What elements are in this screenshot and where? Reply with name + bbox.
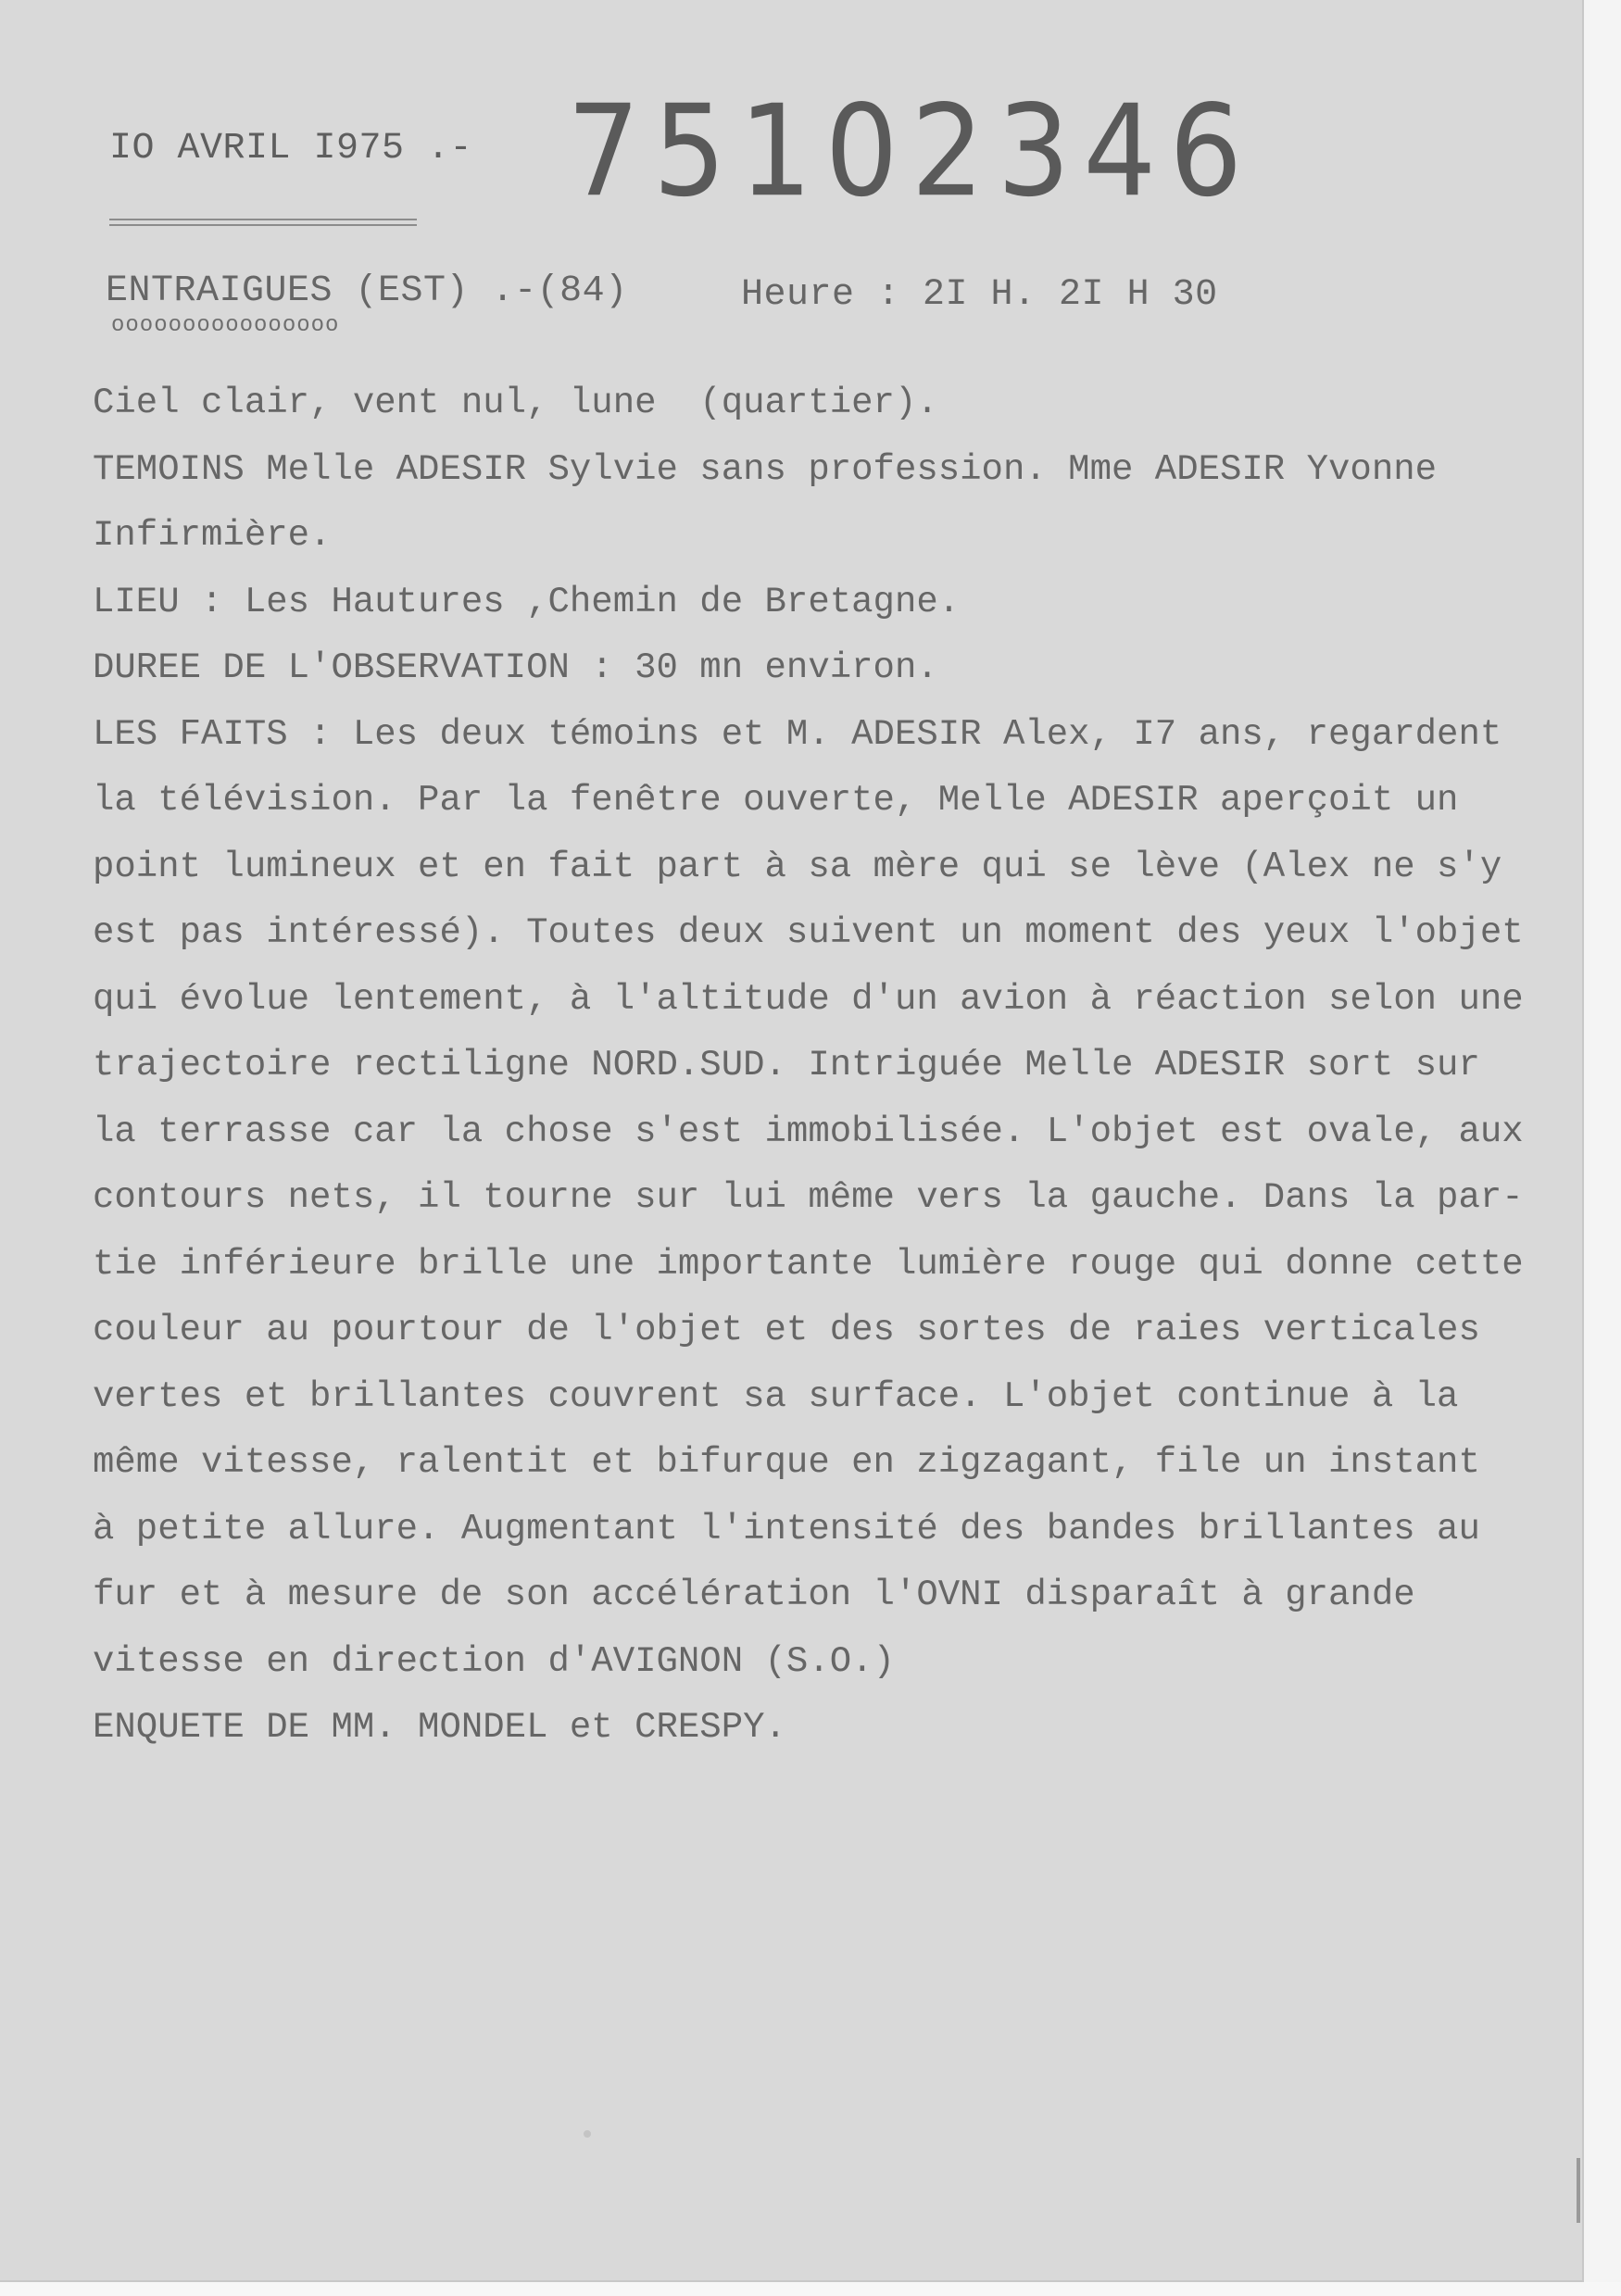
body-line: point lumineux et en fait part à sa mère qui se lève (Alex ne s'y	[93, 846, 1502, 887]
scan-margin-bottom	[0, 2282, 1621, 2296]
body-line: qui évolue lentement, à l'altitude d'un avion à réaction selon une	[93, 978, 1524, 1020]
report-date: IO AVRIL I975 .-	[109, 128, 473, 169]
observation-time: Heure : 2I H. 2I H 30	[741, 274, 1218, 316]
body-line: contours nets, il tourne sur lui même vers la gauche. Dans la par-	[93, 1177, 1524, 1218]
body-line: DUREE DE L'OBSERVATION : 30 mn environ.	[93, 647, 938, 688]
body-line: tie inférieure brille une importante lumière rouge qui donne cette	[93, 1243, 1524, 1285]
body-line: Infirmière.	[93, 515, 332, 556]
body-line: TEMOINS Melle ADESIR Sylvie sans profession. Mme ADESIR Yvonne	[93, 448, 1438, 490]
body-line: LES FAITS : Les deux témoins et M. ADESIR Alex, I7 ans, regardent	[93, 713, 1502, 755]
body-line: la télévision. Par la fenêtre ouverte, Melle ADESIR aperçoit un	[93, 780, 1459, 821]
report-body	[93, 370, 1575, 1762]
body-line: à petite allure. Augmentant l'intensité des bandes brillantes au	[93, 1508, 1480, 1549]
body-line: même vitesse, ralentit et bifurque en zigzagant, file un instant	[93, 1442, 1480, 1483]
body-line: couleur au pourtour de l'objet et des sortes de raies verticales	[93, 1310, 1480, 1350]
body-line: la terrasse car la chose s'est immobilisée. L'objet est ovale, aux	[93, 1110, 1524, 1152]
reference-number: 75102346	[567, 78, 1256, 226]
body-line: est pas intéressé). Toutes deux suivent un moment des yeux l'objet	[93, 912, 1524, 953]
body-line: trajectoire rectiligne NORD.SUD. Intriguée Melle ADESIR sort sur	[93, 1045, 1480, 1085]
body-line: fur et à mesure de son accélération l'OVNI disparaît à grande	[93, 1575, 1415, 1615]
body-line: vertes et brillantes couvrent sa surface. L'objet continue à la	[93, 1375, 1459, 1417]
body-line: vitesse en direction d'AVIGNON (S.O.)	[93, 1640, 895, 1682]
body-line: LIEU : Les Hautures ,Chemin de Bretagne.	[93, 581, 961, 622]
scan-edge-mark	[1577, 2158, 1580, 2223]
date-double-underline	[109, 219, 417, 226]
body-line: ENQUETE DE MM. MONDEL et CRESPY.	[93, 1707, 786, 1748]
location-circle-underline: oooooooooooooooo	[111, 313, 340, 338]
location-heading: ENTRAIGUES (EST) .-(84)	[106, 270, 628, 312]
scan-margin-right	[1584, 0, 1621, 2296]
body-line: Ciel clair, vent nul, lune (quartier).	[93, 383, 938, 423]
paper-smudge	[584, 2130, 591, 2138]
